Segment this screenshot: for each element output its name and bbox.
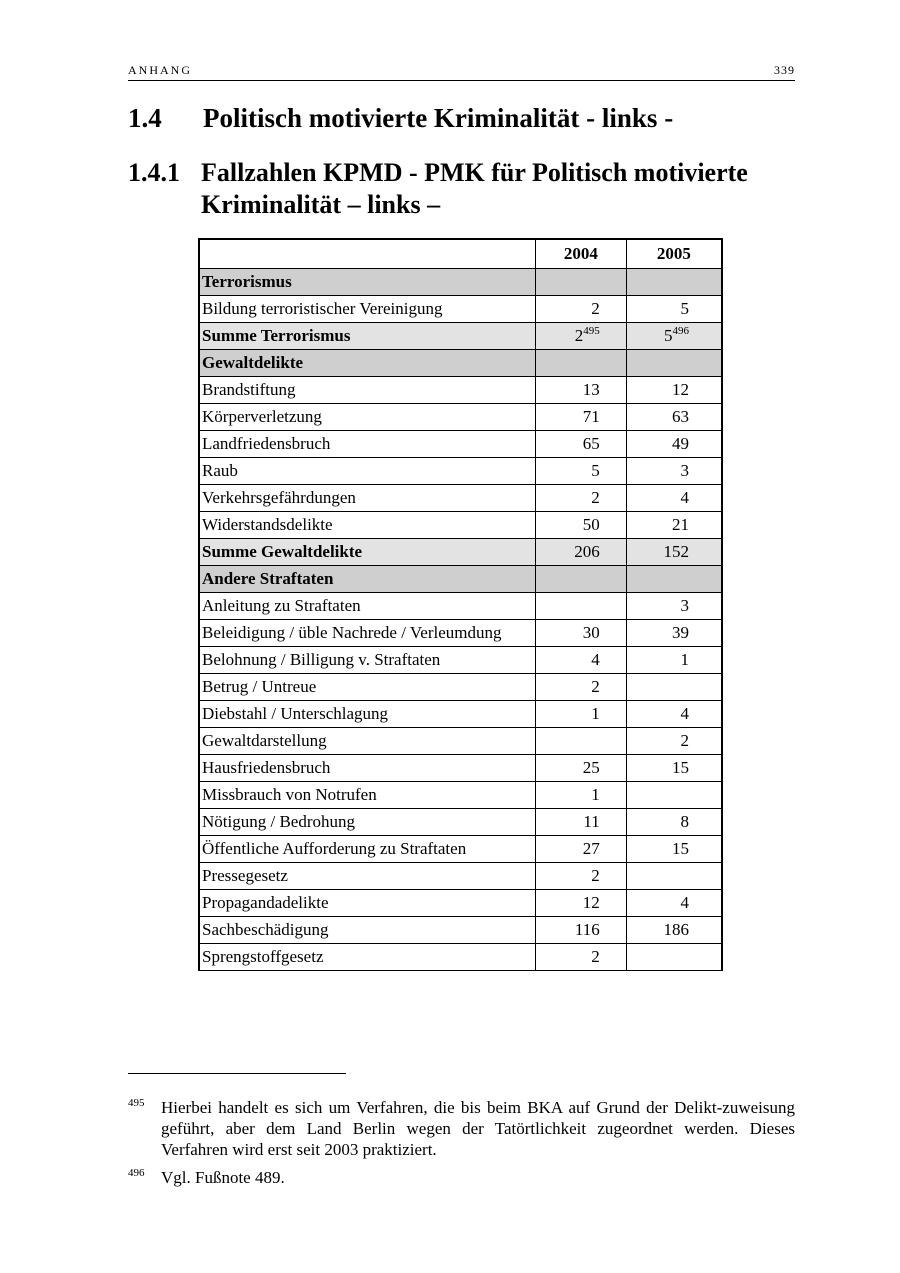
cell-2005 xyxy=(626,755,722,782)
cell-value: 1 xyxy=(680,650,689,669)
cell-value: 5 xyxy=(591,461,600,480)
row-label: Gewaltdarstellung xyxy=(199,728,536,755)
cell-value: 27 xyxy=(582,839,600,858)
cell-value: 25 xyxy=(582,758,600,777)
row-label: Diebstahl / Unterschlagung xyxy=(199,701,536,728)
case-count-table xyxy=(198,238,723,971)
row-label: Verkehrsgefährdungen xyxy=(199,485,536,512)
table-section-row xyxy=(199,566,722,593)
row-label: Summe Gewaltdelikte xyxy=(199,539,536,566)
cell-2005 xyxy=(626,377,722,404)
row-label: Beleidigung / üble Nachrede / Verleumdung xyxy=(199,620,536,647)
cell-2005 xyxy=(626,836,722,863)
cell-2005 xyxy=(626,620,722,647)
cell-2005 xyxy=(626,809,722,836)
subsection-heading-number: 1.4.1 xyxy=(128,158,180,187)
cell-2004 xyxy=(536,593,627,620)
cell-value: 5 xyxy=(664,326,673,345)
row-label: Missbrauch von Notrufen xyxy=(199,782,536,809)
cell-2005 xyxy=(626,269,722,296)
cell-value: 2 xyxy=(591,947,600,966)
cell-value: 116 xyxy=(574,920,600,939)
row-label: Öffentliche Aufforderung zu Straftaten xyxy=(199,836,536,863)
cell-value: 2 xyxy=(591,488,600,507)
row-label: Propagandadelikte xyxy=(199,890,536,917)
table-row xyxy=(199,620,722,647)
row-label: Summe Terrorismus xyxy=(199,323,536,350)
cell-value: 3 xyxy=(680,596,689,615)
row-label: Terrorismus xyxy=(199,269,536,296)
table-row xyxy=(199,863,722,890)
row-label: Belohnung / Billigung v. Straftaten xyxy=(199,647,536,674)
cell-2004 xyxy=(536,863,627,890)
row-label: Brandstiftung xyxy=(199,377,536,404)
cell-2005 xyxy=(626,566,722,593)
cell-value: 5 xyxy=(680,299,689,318)
cell-2004 xyxy=(536,404,627,431)
row-label: Andere Straftaten xyxy=(199,566,536,593)
cell-2005 xyxy=(626,782,722,809)
table-row xyxy=(199,836,722,863)
cell-value: 11 xyxy=(583,812,600,831)
table-row xyxy=(199,755,722,782)
cell-2005 xyxy=(626,944,722,971)
cell-2005 xyxy=(626,485,722,512)
row-label: Betrug / Untreue xyxy=(199,674,536,701)
footnote-mark: 496 xyxy=(128,1167,145,1179)
table-sum-row xyxy=(199,539,722,566)
cell-2004 xyxy=(536,539,627,566)
row-label: Sprengstoffgesetz xyxy=(199,944,536,971)
table-row xyxy=(199,728,722,755)
cell-value: 49 xyxy=(672,434,689,453)
table-row xyxy=(199,512,722,539)
cell-2005 xyxy=(626,458,722,485)
cell-2005 xyxy=(626,647,722,674)
table-section-row xyxy=(199,269,722,296)
cell-value: 12 xyxy=(672,380,689,399)
cell-value: 30 xyxy=(582,623,600,642)
cell-value: 39 xyxy=(672,623,689,642)
cell-value: 8 xyxy=(680,812,689,831)
footnote-reference: 496 xyxy=(672,325,689,337)
table-section-row xyxy=(199,350,722,377)
row-label: Pressegesetz xyxy=(199,863,536,890)
table-row xyxy=(199,431,722,458)
cell-2004 xyxy=(536,836,627,863)
running-header xyxy=(128,60,795,81)
cell-2004 xyxy=(536,458,627,485)
cell-2004 xyxy=(536,701,627,728)
row-label: Landfriedensbruch xyxy=(199,431,536,458)
table-row xyxy=(199,917,722,944)
cell-value: 21 xyxy=(672,515,689,534)
cell-2005 xyxy=(626,431,722,458)
section-heading-number: 1.4 xyxy=(128,103,162,133)
cell-2005 xyxy=(626,674,722,701)
row-label: Sachbeschädigung xyxy=(199,917,536,944)
cell-value: 2 xyxy=(591,677,600,696)
cell-2004 xyxy=(536,890,627,917)
row-label: Hausfriedensbruch xyxy=(199,755,536,782)
row-label: Gewaltdelikte xyxy=(199,350,536,377)
cell-2005 xyxy=(626,593,722,620)
cell-value: 206 xyxy=(574,542,600,561)
footnote-text: Vgl. Fußnote 489. xyxy=(161,1168,285,1187)
cell-2005 xyxy=(626,512,722,539)
table-row xyxy=(199,782,722,809)
cell-value: 3 xyxy=(680,461,689,480)
cell-2004 xyxy=(536,809,627,836)
row-label: Bildung terroristischer Vereinigung xyxy=(199,296,536,323)
table-row xyxy=(199,647,722,674)
cell-value: 71 xyxy=(582,407,600,426)
cell-2004 xyxy=(536,431,627,458)
cell-value: 4 xyxy=(680,893,689,912)
footnote-reference: 495 xyxy=(583,325,600,337)
cell-value: 2 xyxy=(680,731,689,750)
cell-2004 xyxy=(536,269,627,296)
cell-2004 xyxy=(536,296,627,323)
table-row xyxy=(199,809,722,836)
table-header-row xyxy=(199,239,722,269)
cell-2004 xyxy=(536,647,627,674)
cell-value: 152 xyxy=(663,542,689,561)
table-row xyxy=(199,674,722,701)
running-header-section: ANHANG xyxy=(128,63,192,77)
row-label: Raub xyxy=(199,458,536,485)
cell-2004 xyxy=(536,782,627,809)
cell-2004 xyxy=(536,566,627,593)
section-heading-title: Politisch motivierte Kriminalität - links - xyxy=(203,103,674,133)
cell-value: 4 xyxy=(591,650,600,669)
cell-value: 1 xyxy=(591,785,600,804)
cell-2005 xyxy=(626,863,722,890)
cell-2005 xyxy=(626,296,722,323)
column-header-label xyxy=(199,239,536,269)
cell-value: 186 xyxy=(663,920,689,939)
cell-2004 xyxy=(536,485,627,512)
page-number: 339 xyxy=(774,63,795,77)
cell-2004 xyxy=(536,620,627,647)
cell-2004 xyxy=(536,755,627,782)
cell-2004 xyxy=(536,512,627,539)
table-row xyxy=(199,458,722,485)
row-label: Nötigung / Bedrohung xyxy=(199,809,536,836)
footnote-text: Hierbei handelt es sich um Verfahren, die bis beim BKA auf Grund der Delikt-zuweisung geführt, aber dem Land Berlin wegen der Tatörtlichkeit zugeordnet werden. Dieses Verfahren wird erst seit 2003 praktiziert. xyxy=(161,1098,795,1159)
cell-2005 xyxy=(626,890,722,917)
column-header-2004: 2004 xyxy=(536,239,627,269)
table-row xyxy=(199,890,722,917)
row-label: Anleitung zu Straftaten xyxy=(199,593,536,620)
cell-2004 xyxy=(536,323,627,350)
cell-value: 2 xyxy=(591,299,600,318)
cell-2005 xyxy=(626,404,722,431)
table-row xyxy=(199,593,722,620)
table-sum-row xyxy=(199,323,722,350)
table-row xyxy=(199,377,722,404)
cell-value: 63 xyxy=(672,407,689,426)
table-row xyxy=(199,296,722,323)
table-row xyxy=(199,485,722,512)
cell-value: 15 xyxy=(672,758,689,777)
cell-2004 xyxy=(536,377,627,404)
cell-value: 2 xyxy=(574,326,584,345)
subsection-heading-title: Fallzahlen KPMD - PMK für Politisch motivierte Kriminalität – links – xyxy=(201,158,748,219)
column-header-2005: 2005 xyxy=(626,239,722,269)
table-row xyxy=(199,701,722,728)
cell-value: 13 xyxy=(582,380,600,399)
cell-2004 xyxy=(536,728,627,755)
cell-2005 xyxy=(626,701,722,728)
row-label: Körperverletzung xyxy=(199,404,536,431)
cell-value: 1 xyxy=(591,704,600,723)
cell-2005 xyxy=(626,350,722,377)
cell-2005 xyxy=(626,323,722,350)
table-row xyxy=(199,944,722,971)
cell-2004 xyxy=(536,674,627,701)
cell-value: 4 xyxy=(680,488,689,507)
cell-value: 50 xyxy=(582,515,600,534)
row-label: Widerstandsdelikte xyxy=(199,512,536,539)
footnote-mark: 495 xyxy=(128,1097,145,1109)
cell-2004 xyxy=(536,350,627,377)
cell-value: 4 xyxy=(680,704,689,723)
cell-value: 12 xyxy=(582,893,600,912)
cell-2005 xyxy=(626,917,722,944)
cell-2005 xyxy=(626,539,722,566)
cell-2005 xyxy=(626,728,722,755)
cell-2004 xyxy=(536,917,627,944)
cell-2004 xyxy=(536,944,627,971)
cell-value: 15 xyxy=(672,839,689,858)
table-body xyxy=(199,269,722,971)
cell-value: 65 xyxy=(582,434,600,453)
table-row xyxy=(199,404,722,431)
footnote-separator xyxy=(128,1073,346,1074)
cell-value: 2 xyxy=(591,866,600,885)
